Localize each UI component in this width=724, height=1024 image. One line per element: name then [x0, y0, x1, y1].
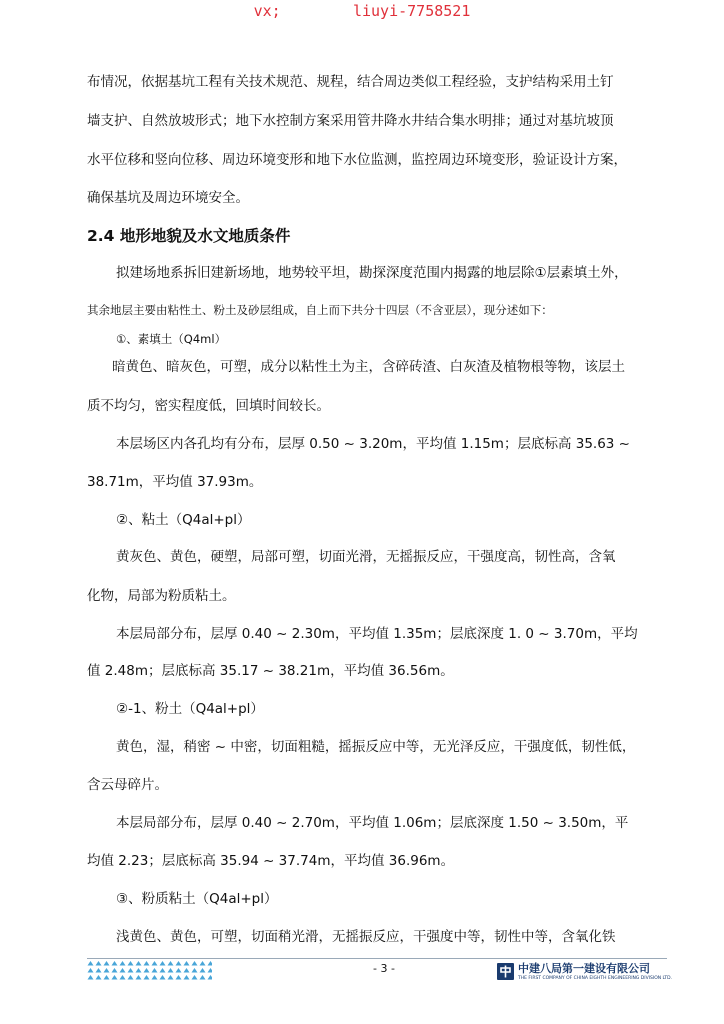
paragraph-line: 38.71m，平均值 37.93m。 — [87, 474, 263, 490]
paragraph-line: 化物，局部为粉质粘土。 — [87, 588, 236, 604]
paragraph-line: 布情况，依据基坑工程有关技术规范、规程，结合周边类似工程经验，支护结构采用土钉 — [87, 74, 614, 90]
paragraph-line: 墙支护、自然放坡形式；地下水控制方案采用管井降水井结合集水明排；通过对基坑坡顶 — [87, 113, 614, 129]
footer-divider — [87, 958, 667, 959]
paragraph-line: 暗黄色、暗灰色，可塑，成分以粘性土为主，含碎砖渣、白灰渣及植物根等物，该层土 — [112, 359, 625, 375]
layer-title: ①、素填土（Q4ml） — [116, 332, 227, 346]
paragraph-line: 黄色，湿，稍密 ~ 中密，切面粗糙，摇振反应中等，无光泽反应，干强度低，韧性低， — [116, 739, 636, 755]
paragraph-line: 浅黄色、黄色，可塑，切面稍光滑，无摇振反应，干强度中等，韧性中等，含氧化铁 — [116, 929, 616, 945]
paragraph-line: 质不均匀，密实程度低，回填时间较长。 — [87, 398, 330, 414]
company-name: 中建八局第一建设有限公司 — [518, 962, 650, 975]
paragraph-line: 本层场区内各孔均有分布，层厚 0.50 ~ 3.20m，平均值 1.15m；层底标高 35.63 ~ — [116, 436, 630, 452]
paragraph-line: 拟建场地系拆旧建新场地，地势较平坦，勘探深度范围内揭露的地层除①层素填土外， — [116, 265, 628, 281]
footer-pattern-decoration — [87, 960, 212, 982]
paragraph-line: 均值 2.23；层底标高 35.94 ~ 37.74m，平均值 36.96m。 — [87, 853, 455, 869]
watermark-text: vx; liuyi-7758521 — [253, 2, 471, 20]
layer-title: ③、粉质粘土（Q4al+pl） — [116, 891, 278, 907]
paragraph-line: 黄灰色、黄色，硬塑，局部可塑，切面光滑，无摇振反应，干强度高，韧性高，含氧 — [116, 549, 616, 565]
paragraph-line: 水平位移和竖向位移、周边环境变形和地下水位监测，监控周边环境变形，验证设计方案， — [87, 152, 627, 168]
layer-title: ②、粘土（Q4al+pl） — [116, 512, 251, 528]
paragraph-line: 本层局部分布，层厚 0.40 ~ 2.30m，平均值 1.35m；层底深度 1. 0 ~ 3.70m，平均 — [116, 626, 638, 642]
section-heading: 2.4 地形地貌及水文地质条件 — [87, 227, 291, 245]
paragraph-line: 值 2.48m；层底标高 35.17 ~ 38.21m，平均值 36.56m。 — [87, 663, 454, 679]
paragraph-line: 含云母碎片。 — [87, 777, 168, 793]
page-number: - 3 - — [373, 962, 395, 975]
company-logo-icon — [497, 963, 514, 980]
company-name-english: THE FIRST COMPANY OF CHINA EIGHTH ENGINEERING DIVISION LTD. — [518, 976, 673, 981]
paragraph-line: 确保基坑及周边环境安全。 — [87, 190, 249, 206]
layer-title: ②-1、粉土（Q4al+pl） — [116, 701, 264, 717]
paragraph-line: 其余地层主要由粘性土、粉土及砂层组成，自上而下共分十四层（不含亚层），现分述如下： — [87, 303, 553, 317]
paragraph-line: 本层局部分布，层厚 0.40 ~ 2.70m，平均值 1.06m；层底深度 1.50 ~ 3.50m，平 — [116, 815, 629, 831]
